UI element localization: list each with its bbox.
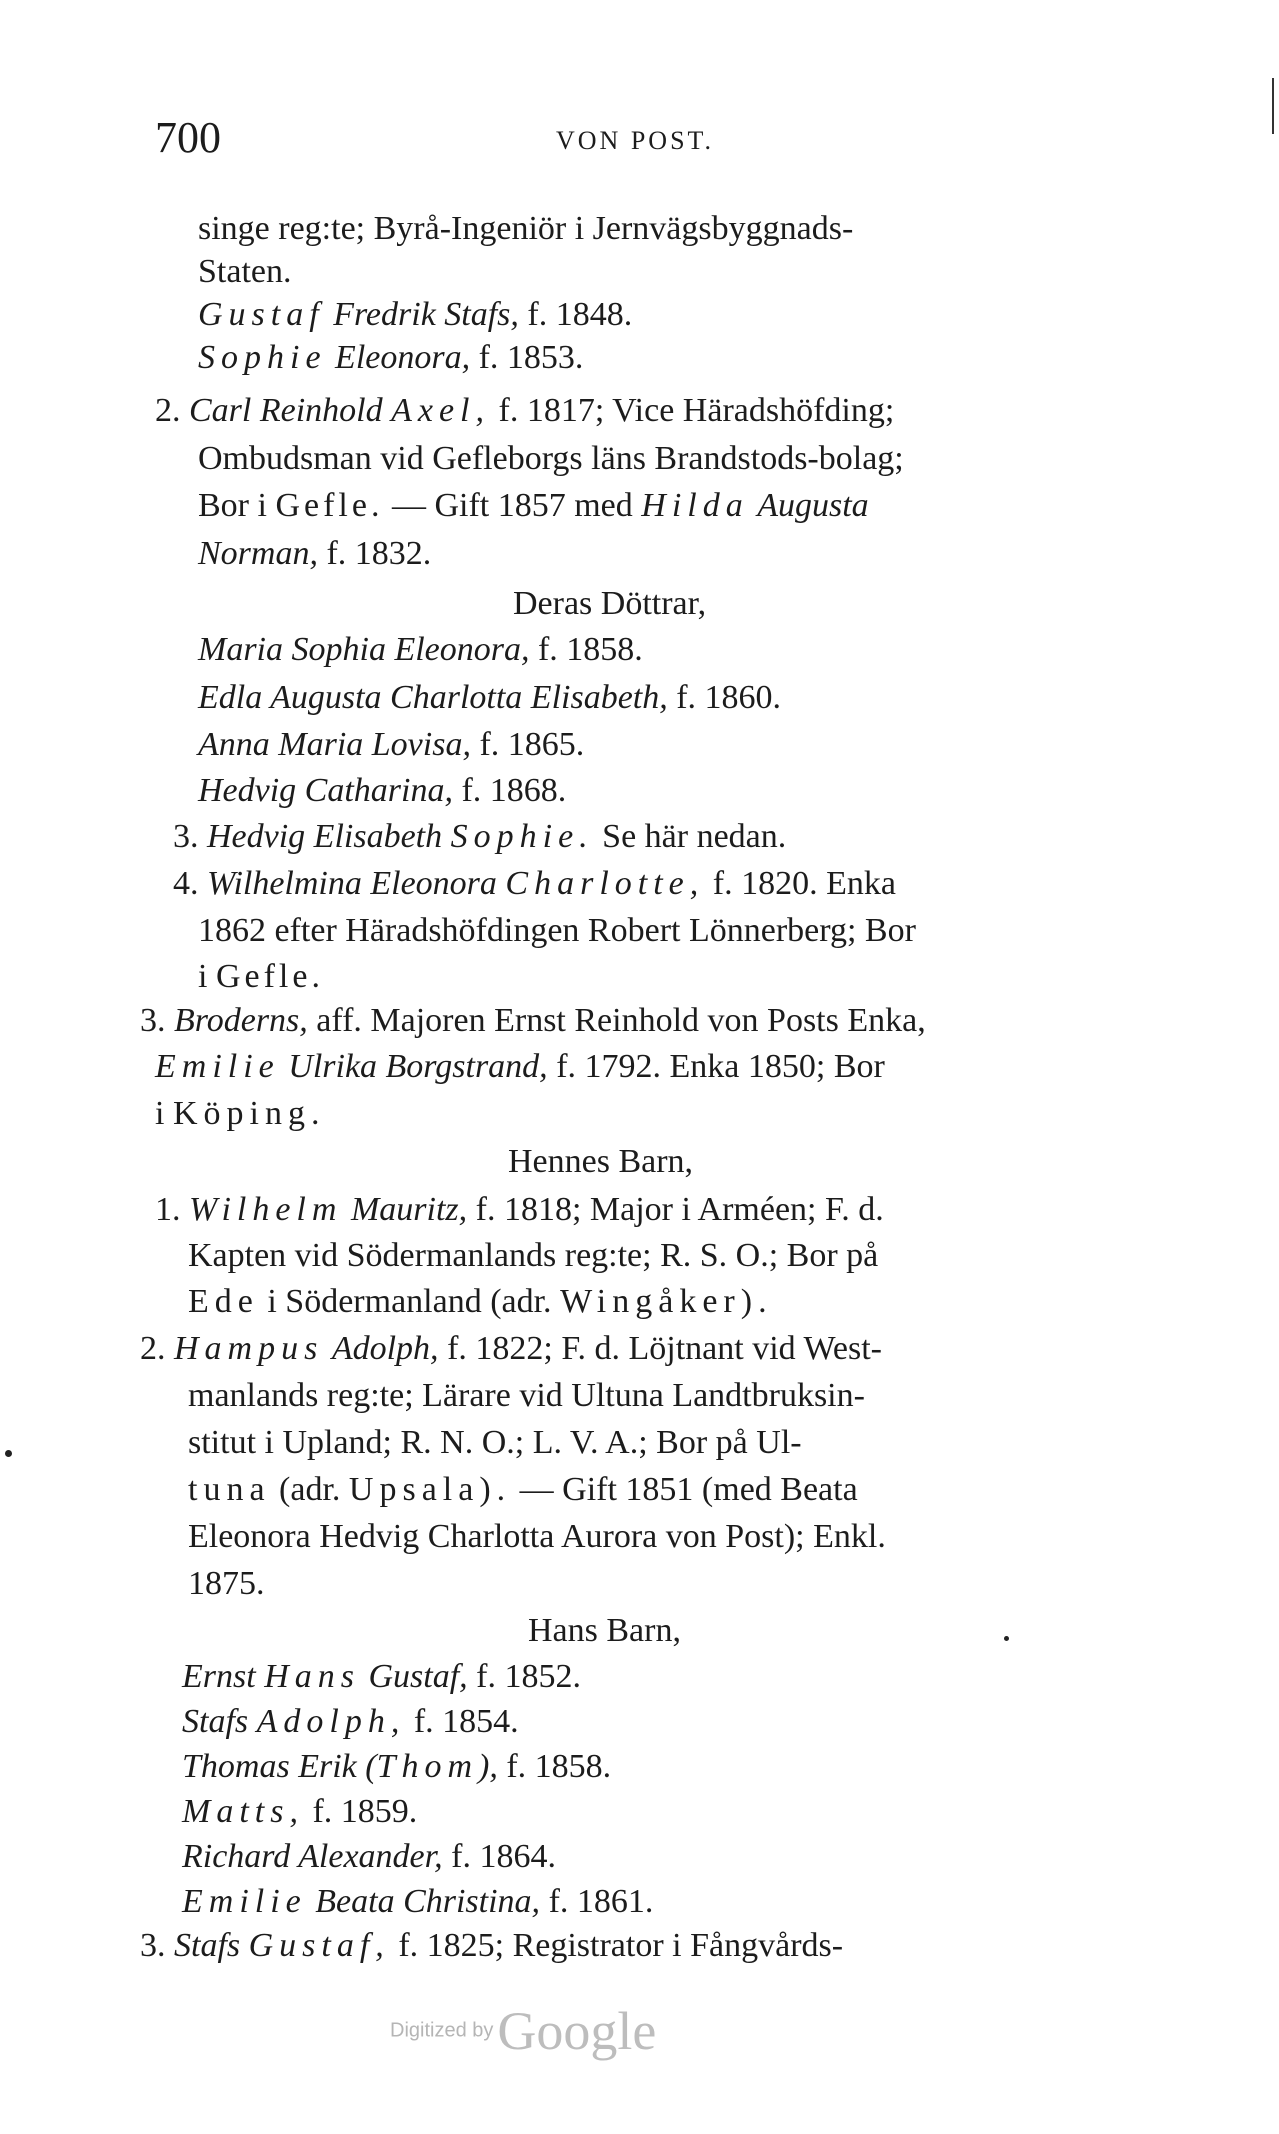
section-heading: Hennes Barn, [508,1143,694,1180]
text-line: 2. Carl Reinhold Axel, f. 1817; Vice Häradshöfding; [155,392,895,429]
page-number: 700 [155,113,221,162]
text-line: Hedvig Catharina, f. 1868. [198,772,567,809]
text-line: Ernst Hans Gustaf, f. 1852. [182,1658,581,1695]
running-head: VON POST. [556,126,714,155]
text-line: Bor i Gefle. — Gift 1857 med Hilda Augusta [198,487,869,524]
text-line: Thomas Erik (Thom), f. 1858. [182,1748,612,1785]
scan-speck [1004,1636,1009,1641]
scan-speck [5,1450,12,1457]
text-line: stitut i Upland; R. N. O.; L. V. A.; Bor på Ul- [188,1424,802,1461]
text-line: 1862 efter Häradshöfdingen Robert Lönnerberg; Bor [198,912,916,949]
text-line: Richard Alexander, f. 1864. [182,1838,556,1875]
text-line: 1. Wilhelm Mauritz, f. 1818; Major i Arméen; F. d. [155,1191,884,1228]
text-line: Edla Augusta Charlotta Elisabeth, f. 1860. [198,679,782,716]
text-line: Anna Maria Lovisa, f. 1865. [198,726,585,763]
text-line: 3. Broderns, aff. Majoren Ernst Reinhold von Posts Enka, [140,1002,926,1039]
text-line: 3. Stafs Gustaf, f. 1825; Registrator i Fångvårds- [140,1927,844,1964]
section-heading: Deras Döttrar, [513,585,707,622]
digitized-label: Digitized by [390,2019,494,2042]
text-line: 4. Wilhelmina Eleonora Charlotte, f. 1820. Enka [173,865,896,902]
text-line: Matts, f. 1859. [182,1793,418,1830]
text-line: Emilie Ulrika Borgstrand, f. 1792. Enka 1850; Bor [155,1048,885,1085]
text-line: Norman, f. 1832. [198,535,432,572]
scan-edge-mark [1272,78,1274,134]
text-line: 2. Hampus Adolph, f. 1822; F. d. Löjtnant vid West- [140,1330,883,1367]
google-logo: Google [497,2001,657,2061]
section-heading: Hans Barn, [528,1612,681,1649]
text-line: Stafs Adolph, f. 1854. [182,1703,519,1740]
text-line: Gustaf Fredrik Stafs, f. 1848. [198,296,633,333]
text-line: Kapten vid Södermanlands reg:te; R. S. O.; Bor på [188,1237,879,1274]
text-line: Maria Sophia Eleonora, f. 1858. [198,631,643,668]
text-line: singe reg:te; Byrå-Ingeniör i Jernvägsbyggnads- [198,210,854,247]
text-line: 3. Hedvig Elisabeth Sophie. Se här nedan. [173,818,787,855]
text-line: tuna (adr. Upsala). — Gift 1851 (med Beata [188,1471,858,1508]
text-line: Ede i Södermanland (adr. Wingåker). [188,1283,773,1320]
digitized-watermark [390,2000,656,2062]
text-line: i Gefle. [198,958,324,995]
text-line: Ombudsman vid Gefleborgs läns Brandstods-bolag; [198,440,904,477]
text-line: manlands reg:te; Lärare vid Ultuna Landtbruksin- [188,1377,865,1414]
text-line: Sophie Eleonora, f. 1853. [198,339,584,376]
text-line: 1875. [188,1565,265,1602]
text-line: Eleonora Hedvig Charlotta Aurora von Post); Enkl. [188,1518,886,1555]
text-line: i Köping. [155,1095,326,1132]
text-line: Emilie Beata Christina, f. 1861. [182,1883,654,1920]
text-line: Staten. [198,253,292,290]
